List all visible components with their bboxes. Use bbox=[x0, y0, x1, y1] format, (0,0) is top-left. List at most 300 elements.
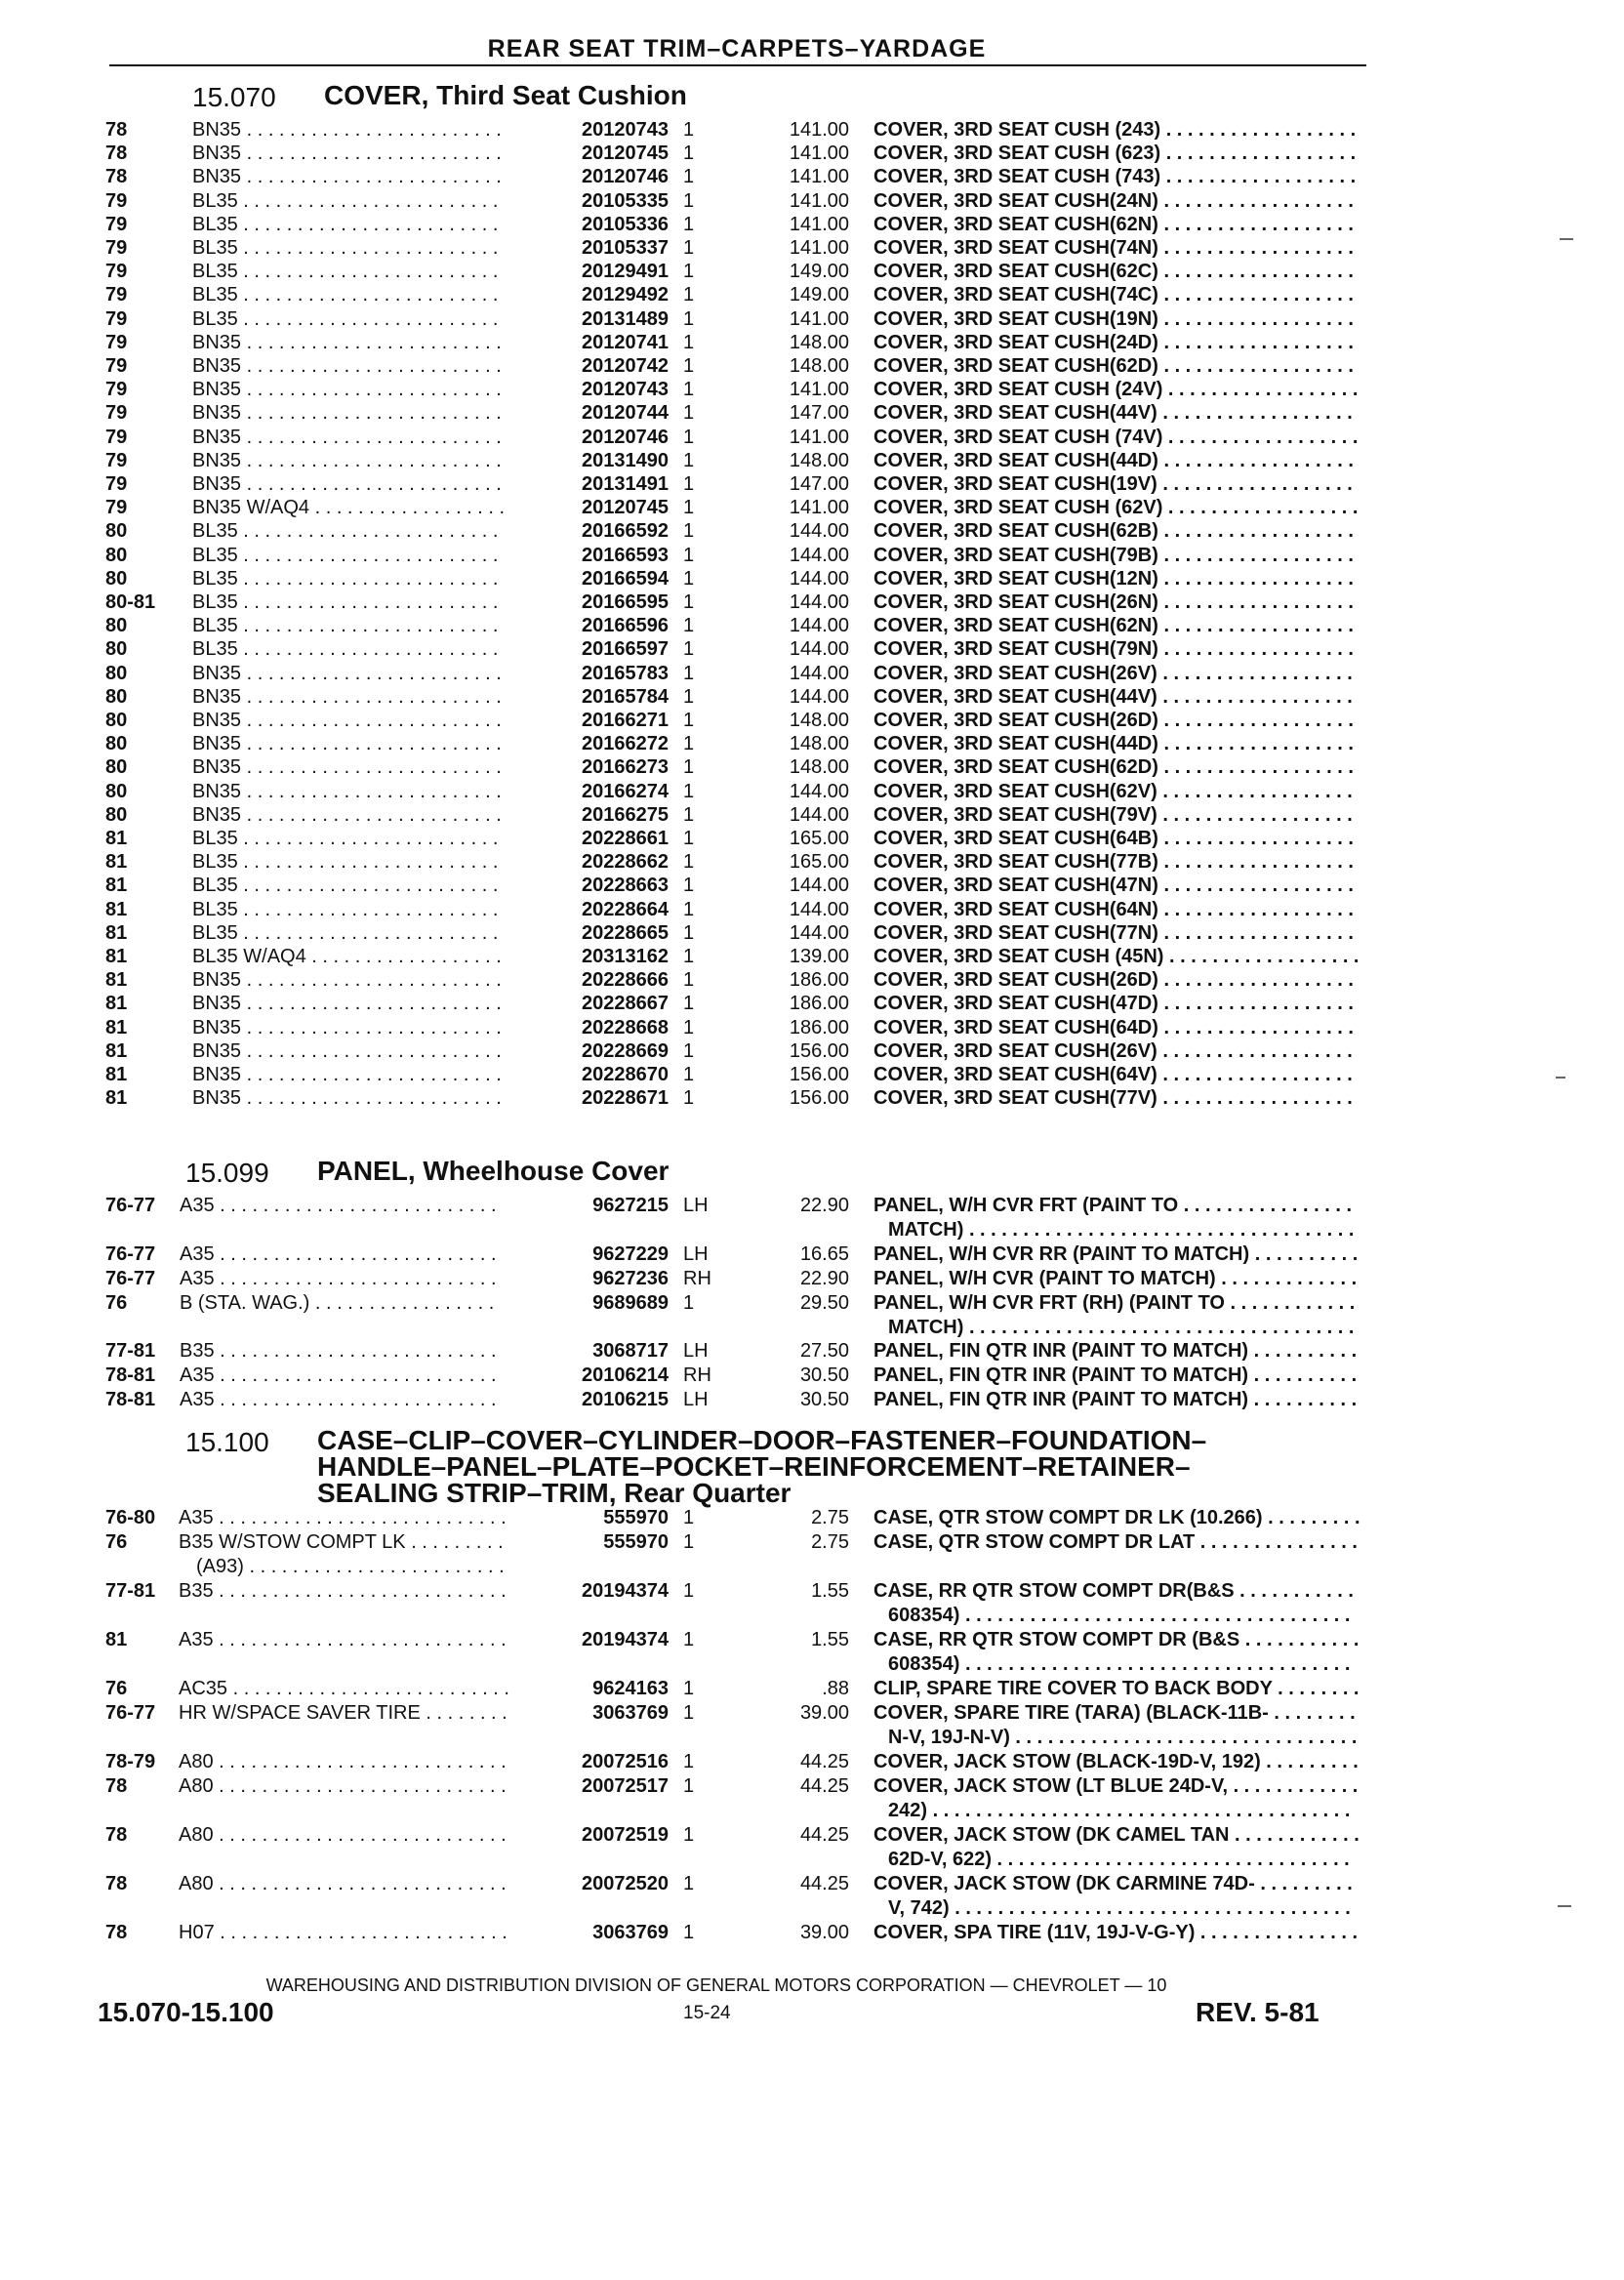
price: 148.00 bbox=[789, 710, 849, 731]
model-year: 81 bbox=[105, 875, 128, 896]
description: PANEL, W/H CVR RR (PAINT TO MATCH) . . . . . . . . . . bbox=[873, 1243, 1359, 1265]
model-code: BL35 . . . . . . . . . . . . . . . . . . . . . . . . bbox=[192, 899, 499, 920]
price: 39.00 bbox=[799, 1922, 849, 1943]
model-code: B35 . . . . . . . . . . . . . . . . . . . . . . . . . . bbox=[180, 1340, 497, 1362]
quantity: 1 bbox=[683, 828, 695, 849]
model-year: 76 bbox=[105, 1292, 128, 1314]
quantity: 1 bbox=[683, 1751, 695, 1772]
section-title-line: PANEL, Wheelhouse Cover bbox=[317, 1156, 670, 1186]
model-code: BL35 . . . . . . . . . . . . . . . . . . . . . . . . bbox=[192, 545, 499, 566]
model-code: A35 . . . . . . . . . . . . . . . . . . . . . . . . . . . bbox=[179, 1629, 507, 1650]
part-number: 20120743 bbox=[582, 119, 669, 141]
model-code: BN35 . . . . . . . . . . . . . . . . . . . . . . . . bbox=[192, 756, 502, 778]
part-number: 20131491 bbox=[582, 473, 669, 495]
model-year: 77-81 bbox=[105, 1580, 156, 1602]
margin-mark bbox=[1558, 1905, 1571, 1907]
description: COVER, 3RD SEAT CUSH(12N) . . . . . . . . . . . . . . . . . . bbox=[873, 568, 1354, 590]
description: COVER, 3RD SEAT CUSH (74V) . . . . . . . . . . . . . . . . . . bbox=[873, 427, 1359, 448]
description: COVER, 3RD SEAT CUSH(26N) . . . . . . . . . . . . . . . . . . bbox=[873, 591, 1354, 613]
part-number: 20105336 bbox=[582, 214, 669, 235]
price: 139.00 bbox=[789, 946, 849, 967]
section-title-line: CASE–CLIP–COVER–CYLINDER–DOOR–FASTENER–FOUNDATION– bbox=[317, 1425, 1207, 1455]
part-number: 20228667 bbox=[582, 993, 669, 1014]
model-code: BL35 . . . . . . . . . . . . . . . . . . . . . . . . bbox=[192, 568, 499, 590]
price: 22.90 bbox=[799, 1195, 849, 1216]
model-code: BN35 . . . . . . . . . . . . . . . . . . . . . . . . bbox=[192, 450, 502, 471]
model-year: 79 bbox=[105, 379, 128, 400]
description: COVER, 3RD SEAT CUSH(19V) . . . . . . . . . . . . . . . . . . bbox=[873, 473, 1353, 495]
description: PANEL, W/H CVR (PAINT TO MATCH) . . . . . . . . . . . . . bbox=[873, 1268, 1358, 1289]
part-number: 3068717 bbox=[592, 1340, 669, 1362]
parts-row bbox=[0, 1292, 1366, 1341]
model-year: 80 bbox=[105, 804, 128, 826]
quantity: 1 bbox=[683, 615, 695, 636]
price: 147.00 bbox=[789, 402, 849, 424]
part-number: 20165784 bbox=[582, 686, 669, 708]
parts-row bbox=[0, 1040, 1366, 1065]
model-code: BN35 . . . . . . . . . . . . . . . . . . . . . . . . bbox=[192, 379, 502, 400]
part-number: 20106214 bbox=[582, 1364, 669, 1386]
description: CASE, RR QTR STOW COMPT DR (B&S . . . . . . . . . . . bbox=[873, 1629, 1360, 1650]
price: 30.50 bbox=[799, 1389, 849, 1410]
parts-row bbox=[0, 946, 1366, 970]
parts-row bbox=[0, 756, 1366, 781]
part-number: 20129492 bbox=[582, 284, 669, 305]
part-number: 20228666 bbox=[582, 969, 669, 991]
quantity: 1 bbox=[683, 1922, 695, 1943]
part-number: 555970 bbox=[603, 1531, 669, 1553]
part-number: 20072520 bbox=[582, 1873, 669, 1894]
quantity: 1 bbox=[683, 1775, 695, 1797]
parts-row bbox=[0, 686, 1366, 711]
model-code: BN35 . . . . . . . . . . . . . . . . . . . . . . . . bbox=[192, 663, 502, 684]
quantity: 1 bbox=[683, 1292, 695, 1314]
section-title bbox=[317, 1427, 1206, 1506]
price: 2.75 bbox=[811, 1507, 849, 1528]
model-code: A35 . . . . . . . . . . . . . . . . . . . . . . . . . . bbox=[180, 1364, 497, 1386]
model-year: 79 bbox=[105, 427, 128, 448]
quantity: 1 bbox=[683, 969, 695, 991]
description: COVER, 3RD SEAT CUSH(62V) . . . . . . . . . . . . . . . . . . bbox=[873, 781, 1353, 802]
price: 27.50 bbox=[799, 1340, 849, 1362]
part-number: 20228665 bbox=[582, 922, 669, 944]
description: COVER, 3RD SEAT CUSH(64D) . . . . . . . . . . . . . . . . . . bbox=[873, 1017, 1354, 1038]
model-year: 81 bbox=[105, 946, 128, 967]
part-number: 9624163 bbox=[592, 1678, 669, 1699]
parts-row bbox=[0, 922, 1366, 947]
price: 144.00 bbox=[789, 922, 849, 944]
section-number: 15.100 bbox=[185, 1427, 269, 1457]
part-number: 20072517 bbox=[582, 1775, 669, 1797]
parts-row bbox=[0, 828, 1366, 852]
model-code: BN35 . . . . . . . . . . . . . . . . . . . . . . . . bbox=[192, 355, 502, 377]
part-number: 555970 bbox=[603, 1507, 669, 1528]
quantity: 1 bbox=[683, 1678, 695, 1699]
part-number: 20129491 bbox=[582, 261, 669, 282]
parts-row bbox=[0, 804, 1366, 829]
description: COVER, 3RD SEAT CUSH(62B) . . . . . . . . . . . . . . . . . . bbox=[873, 520, 1354, 542]
part-number: 20166273 bbox=[582, 756, 669, 778]
model-year: 76-77 bbox=[105, 1268, 156, 1289]
model-code: BN35 . . . . . . . . . . . . . . . . . . . . . . . . bbox=[192, 1087, 502, 1109]
part-number: 20166594 bbox=[582, 568, 669, 590]
price: 165.00 bbox=[789, 828, 849, 849]
parts-row bbox=[0, 1340, 1366, 1364]
description-continued: MATCH) . . . . . . . . . . . . . . . . . . . . . . . . . . . . . . . . . . . . bbox=[888, 1317, 1355, 1338]
model-year: 80 bbox=[105, 615, 128, 636]
description: COVER, 3RD SEAT CUSH(44V) . . . . . . . . . . . . . . . . . . bbox=[873, 402, 1353, 424]
parts-row bbox=[0, 1678, 1366, 1702]
part-number: 20120746 bbox=[582, 166, 669, 187]
parts-row bbox=[0, 427, 1366, 451]
model-year: 80 bbox=[105, 781, 128, 802]
quantity: 1 bbox=[683, 142, 695, 164]
quantity: 1 bbox=[683, 1064, 695, 1085]
parts-row bbox=[0, 710, 1366, 734]
price: 186.00 bbox=[789, 969, 849, 991]
part-number: 20120746 bbox=[582, 427, 669, 448]
part-number: 20120741 bbox=[582, 332, 669, 353]
description: COVER, 3RD SEAT CUSH(44D) . . . . . . . . . . . . . . . . . . bbox=[873, 450, 1354, 471]
parts-row bbox=[0, 402, 1366, 427]
model-code: BN35 . . . . . . . . . . . . . . . . . . . . . . . . bbox=[192, 1064, 502, 1085]
model-year: 81 bbox=[105, 1064, 128, 1085]
model-code: A35 . . . . . . . . . . . . . . . . . . . . . . . . . . bbox=[180, 1243, 497, 1265]
quantity: 1 bbox=[683, 663, 695, 684]
price: 144.00 bbox=[789, 663, 849, 684]
description: COVER, 3RD SEAT CUSH(47D) . . . . . . . . . . . . . . . . . . bbox=[873, 993, 1354, 1014]
model-year: 76-80 bbox=[105, 1507, 156, 1528]
quantity: 1 bbox=[683, 355, 695, 377]
price: 144.00 bbox=[789, 520, 849, 542]
part-number: 9689689 bbox=[592, 1292, 669, 1314]
description: COVER, 3RD SEAT CUSH(64V) . . . . . . . . . . . . . . . . . . bbox=[873, 1064, 1353, 1085]
description-continued: N-V, 19J-N-V) . . . . . . . . . . . . . . . . . . . . . . . . . . . . . . . . bbox=[888, 1727, 1357, 1748]
part-number: 20228671 bbox=[582, 1087, 669, 1109]
description-continued: 62D-V, 622) . . . . . . . . . . . . . . . . . . . . . . . . . . . . . . . . . bbox=[888, 1849, 1350, 1870]
model-year: 81 bbox=[105, 1040, 128, 1062]
model-code: BL35 . . . . . . . . . . . . . . . . . . . . . . . . bbox=[192, 922, 499, 944]
parts-row bbox=[0, 1531, 1366, 1580]
description: PANEL, FIN QTR INR (PAINT TO MATCH) . . . . . . . . . . bbox=[873, 1389, 1358, 1410]
part-number: 20166274 bbox=[582, 781, 669, 802]
part-number: 20120744 bbox=[582, 402, 669, 424]
model-year: 80 bbox=[105, 638, 128, 660]
quantity: 1 bbox=[683, 308, 695, 330]
quantity: 1 bbox=[683, 261, 695, 282]
parts-row bbox=[0, 545, 1366, 569]
model-code: B35 . . . . . . . . . . . . . . . . . . . . . . . . . . . bbox=[179, 1580, 507, 1602]
parts-row bbox=[0, 1775, 1366, 1824]
parts-row bbox=[0, 119, 1366, 143]
description: CASE, QTR STOW COMPT DR LAT . . . . . . . . . . . . . . . bbox=[873, 1531, 1358, 1553]
parts-row bbox=[0, 969, 1366, 994]
description: COVER, JACK STOW (DK CAMEL TAN . . . . . . . . . . . . bbox=[873, 1824, 1360, 1846]
quantity: LH bbox=[683, 1340, 709, 1362]
description: COVER, JACK STOW (LT BLUE 24D-V, . . . . . . . . . . . . bbox=[873, 1775, 1359, 1797]
model-year: 78 bbox=[105, 166, 128, 187]
parts-row bbox=[0, 899, 1366, 923]
description: PANEL, W/H CVR FRT (RH) (PAINT TO . . . . . . . . . . . . bbox=[873, 1292, 1356, 1314]
model-year: 78-79 bbox=[105, 1751, 156, 1772]
model-code: A35 . . . . . . . . . . . . . . . . . . . . . . . . . . bbox=[180, 1268, 497, 1289]
price: 141.00 bbox=[789, 214, 849, 235]
quantity: 1 bbox=[683, 993, 695, 1014]
quantity: 1 bbox=[683, 332, 695, 353]
quantity: 1 bbox=[683, 545, 695, 566]
quantity: 1 bbox=[683, 710, 695, 731]
quantity: 1 bbox=[683, 497, 695, 518]
parts-row bbox=[0, 781, 1366, 805]
price: .88 bbox=[822, 1678, 849, 1699]
part-number: 20105337 bbox=[582, 237, 669, 259]
model-year: 79 bbox=[105, 497, 128, 518]
model-year: 81 bbox=[105, 1629, 128, 1650]
quantity: 1 bbox=[683, 190, 695, 212]
description: COVER, 3RD SEAT CUSH(79V) . . . . . . . . . . . . . . . . . . bbox=[873, 804, 1353, 826]
model-year: 78 bbox=[105, 119, 128, 141]
section-title bbox=[317, 1158, 669, 1184]
description: COVER, 3RD SEAT CUSH(24D) . . . . . . . . . . . . . . . . . . bbox=[873, 332, 1354, 353]
description: COVER, 3RD SEAT CUSH(19N) . . . . . . . . . . . . . . . . . . bbox=[873, 308, 1354, 330]
model-year: 80 bbox=[105, 733, 128, 754]
quantity: RH bbox=[683, 1364, 711, 1386]
quantity: LH bbox=[683, 1195, 709, 1216]
model-year: 81 bbox=[105, 969, 128, 991]
parts-row bbox=[0, 733, 1366, 757]
quantity: 1 bbox=[683, 284, 695, 305]
part-number: 20194374 bbox=[582, 1629, 669, 1650]
model-year: 80-81 bbox=[105, 591, 156, 613]
description: COVER, 3RD SEAT CUSH(64N) . . . . . . . . . . . . . . . . . . bbox=[873, 899, 1354, 920]
part-number: 20166271 bbox=[582, 710, 669, 731]
parts-row bbox=[0, 473, 1366, 498]
description: COVER, 3RD SEAT CUSH(26D) . . . . . . . . . . . . . . . . . . bbox=[873, 969, 1354, 991]
price: 16.65 bbox=[799, 1243, 849, 1265]
price: 44.25 bbox=[799, 1751, 849, 1772]
model-code: BL35 . . . . . . . . . . . . . . . . . . . . . . . . bbox=[192, 261, 499, 282]
description: COVER, 3RD SEAT CUSH(74N) . . . . . . . . . . . . . . . . . . bbox=[873, 237, 1354, 259]
model-code: BN35 . . . . . . . . . . . . . . . . . . . . . . . . bbox=[192, 427, 502, 448]
part-number: 20106215 bbox=[582, 1389, 669, 1410]
description: COVER, 3RD SEAT CUSH(44D) . . . . . . . . . . . . . . . . . . bbox=[873, 733, 1354, 754]
part-number: 20166593 bbox=[582, 545, 669, 566]
model-code: A80 . . . . . . . . . . . . . . . . . . . . . . . . . . . bbox=[179, 1873, 507, 1894]
model-code: A80 . . . . . . . . . . . . . . . . . . . . . . . . . . . bbox=[179, 1775, 507, 1797]
section-number: 15.070 bbox=[192, 82, 276, 112]
model-year: 78 bbox=[105, 1824, 128, 1846]
part-number: 20166596 bbox=[582, 615, 669, 636]
parts-row bbox=[0, 332, 1366, 356]
part-number: 9627215 bbox=[592, 1195, 669, 1216]
quantity: 1 bbox=[683, 756, 695, 778]
price: 186.00 bbox=[789, 1017, 849, 1038]
quantity: 1 bbox=[683, 568, 695, 590]
description: COVER, 3RD SEAT CUSH(26V) . . . . . . . . . . . . . . . . . . bbox=[873, 1040, 1353, 1062]
margin-mark bbox=[1556, 1077, 1565, 1079]
model-code: BL35 W/AQ4 . . . . . . . . . . . . . . . . . . bbox=[192, 946, 502, 967]
model-year: 80 bbox=[105, 756, 128, 778]
price: 148.00 bbox=[789, 733, 849, 754]
description: COVER, SPARE TIRE (TARA) (BLACK-11B- . . . . . . . . bbox=[873, 1702, 1356, 1724]
quantity: 1 bbox=[683, 1873, 695, 1894]
price: 144.00 bbox=[789, 568, 849, 590]
part-number: 20166595 bbox=[582, 591, 669, 613]
footer-page-number: 15-24 bbox=[683, 2003, 731, 2023]
footer-revision: REV. 5-81 bbox=[1196, 1997, 1320, 2027]
model-year: 76 bbox=[105, 1531, 128, 1553]
price: 144.00 bbox=[789, 875, 849, 896]
price: 1.55 bbox=[811, 1629, 849, 1650]
model-code: BN35 . . . . . . . . . . . . . . . . . . . . . . . . bbox=[192, 402, 502, 424]
model-year: 79 bbox=[105, 332, 128, 353]
parts-row bbox=[0, 379, 1366, 403]
description: COVER, 3RD SEAT CUSH(24N) . . . . . . . . . . . . . . . . . . bbox=[873, 190, 1354, 212]
parts-row bbox=[0, 1243, 1366, 1268]
model-year: 80 bbox=[105, 520, 128, 542]
model-year: 76-77 bbox=[105, 1243, 156, 1265]
part-number: 20228668 bbox=[582, 1017, 669, 1038]
price: 144.00 bbox=[789, 804, 849, 826]
description: COVER, 3RD SEAT CUSH (623) . . . . . . . . . . . . . . . . . . bbox=[873, 142, 1357, 164]
price: 44.25 bbox=[799, 1824, 849, 1846]
model-code: BN35 . . . . . . . . . . . . . . . . . . . . . . . . bbox=[192, 969, 502, 991]
model-year: 79 bbox=[105, 402, 128, 424]
model-year: 77-81 bbox=[105, 1340, 156, 1362]
price: 2.75 bbox=[811, 1531, 849, 1553]
description: COVER, JACK STOW (DK CARMINE 74D- . . . . . . . . . bbox=[873, 1873, 1353, 1894]
parts-row bbox=[0, 142, 1366, 167]
page-title: REAR SEAT TRIM–CARPETS–YARDAGE bbox=[487, 35, 987, 62]
price: 148.00 bbox=[789, 355, 849, 377]
model-year: 79 bbox=[105, 450, 128, 471]
parts-row bbox=[0, 993, 1366, 1017]
price: 165.00 bbox=[789, 851, 849, 873]
price: 149.00 bbox=[789, 261, 849, 282]
model-code: A35 . . . . . . . . . . . . . . . . . . . . . . . . . . bbox=[180, 1195, 497, 1216]
description: COVER, 3RD SEAT CUSH(77N) . . . . . . . . . . . . . . . . . . bbox=[873, 922, 1354, 944]
part-number: 20120745 bbox=[582, 497, 669, 518]
price: 141.00 bbox=[789, 237, 849, 259]
quantity: 1 bbox=[683, 1702, 695, 1724]
quantity: 1 bbox=[683, 1507, 695, 1528]
model-year: 81 bbox=[105, 899, 128, 920]
part-number: 20072519 bbox=[582, 1824, 669, 1846]
model-year: 79 bbox=[105, 214, 128, 235]
price: 144.00 bbox=[789, 545, 849, 566]
section-number: 15.099 bbox=[185, 1158, 269, 1188]
quantity: 1 bbox=[683, 1824, 695, 1846]
description: COVER, 3RD SEAT CUSH (62V) . . . . . . . . . . . . . . . . . . bbox=[873, 497, 1359, 518]
model-year: 78-81 bbox=[105, 1364, 156, 1386]
description: CASE, RR QTR STOW COMPT DR(B&S . . . . . . . . . . . bbox=[873, 1580, 1354, 1602]
quantity: 1 bbox=[683, 1040, 695, 1062]
description-continued: 242) . . . . . . . . . . . . . . . . . . . . . . . . . . . . . . . . . . . . . . . bbox=[888, 1800, 1351, 1821]
quantity: 1 bbox=[683, 214, 695, 235]
part-number: 20120745 bbox=[582, 142, 669, 164]
description: COVER, 3RD SEAT CUSH(77V) . . . . . . . . . . . . . . . . . . bbox=[873, 1087, 1353, 1109]
model-code: BN35 . . . . . . . . . . . . . . . . . . . . . . . . bbox=[192, 332, 502, 353]
margin-mark bbox=[1560, 238, 1573, 240]
model-year: 80 bbox=[105, 663, 128, 684]
model-code: B35 W/STOW COMPT LK . . . . . . . . . bbox=[179, 1531, 504, 1553]
description: COVER, 3RD SEAT CUSH(47N) . . . . . . . . . . . . . . . . . . bbox=[873, 875, 1354, 896]
parts-row bbox=[0, 214, 1366, 238]
quantity: 1 bbox=[683, 922, 695, 944]
quantity: 1 bbox=[683, 1629, 695, 1650]
section-header bbox=[185, 1427, 1366, 1514]
part-number: 20166275 bbox=[582, 804, 669, 826]
parts-row bbox=[0, 591, 1366, 616]
part-number: 20228662 bbox=[582, 851, 669, 873]
model-code: BN35 . . . . . . . . . . . . . . . . . . . . . . . . bbox=[192, 804, 502, 826]
model-code: A80 . . . . . . . . . . . . . . . . . . . . . . . . . . . bbox=[179, 1751, 507, 1772]
model-code: BL35 . . . . . . . . . . . . . . . . . . . . . . . . bbox=[192, 638, 499, 660]
price: 141.00 bbox=[789, 379, 849, 400]
model-code: BL35 . . . . . . . . . . . . . . . . . . . . . . . . bbox=[192, 214, 499, 235]
model-code: BN35 . . . . . . . . . . . . . . . . . . . . . . . . bbox=[192, 142, 502, 164]
model-code: BN35 W/AQ4 . . . . . . . . . . . . . . . . . . bbox=[192, 497, 505, 518]
parts-row bbox=[0, 450, 1366, 474]
model-code: BL35 . . . . . . . . . . . . . . . . . . . . . . . . bbox=[192, 851, 499, 873]
description: COVER, 3RD SEAT CUSH(44V) . . . . . . . . . . . . . . . . . . bbox=[873, 686, 1353, 708]
model-code: HR W/SPACE SAVER TIRE . . . . . . . . bbox=[179, 1702, 508, 1724]
quantity: RH bbox=[683, 1268, 711, 1289]
model-year: 78-81 bbox=[105, 1389, 156, 1410]
parts-row bbox=[0, 190, 1366, 215]
price: 39.00 bbox=[799, 1702, 849, 1724]
model-code: BN35 . . . . . . . . . . . . . . . . . . . . . . . . bbox=[192, 733, 502, 754]
quantity: 1 bbox=[683, 686, 695, 708]
model-code: BN35 . . . . . . . . . . . . . . . . . . . . . . . . bbox=[192, 993, 502, 1014]
description: COVER, 3RD SEAT CUSH(74C) . . . . . . . . . . . . . . . . . . bbox=[873, 284, 1354, 305]
quantity: 1 bbox=[683, 638, 695, 660]
description: COVER, 3RD SEAT CUSH(77B) . . . . . . . . . . . . . . . . . . bbox=[873, 851, 1354, 873]
model-code: BL35 . . . . . . . . . . . . . . . . . . . . . . . . bbox=[192, 828, 499, 849]
price: 144.00 bbox=[789, 638, 849, 660]
model-year: 79 bbox=[105, 355, 128, 377]
part-number: 3063769 bbox=[592, 1702, 669, 1724]
model-year: 81 bbox=[105, 851, 128, 873]
model-year: 81 bbox=[105, 828, 128, 849]
model-year: 80 bbox=[105, 545, 128, 566]
parts-row bbox=[0, 1824, 1366, 1873]
footer-section-range: 15.070-15.100 bbox=[98, 1997, 274, 2027]
model-year: 76-77 bbox=[105, 1702, 156, 1724]
model-code: A35 . . . . . . . . . . . . . . . . . . . . . . . . . . . bbox=[179, 1507, 507, 1528]
price: 141.00 bbox=[789, 497, 849, 518]
parts-row bbox=[0, 1087, 1366, 1112]
model-code: BL35 . . . . . . . . . . . . . . . . . . . . . . . . bbox=[192, 615, 499, 636]
description: COVER, 3RD SEAT CUSH (24V) . . . . . . . . . . . . . . . . . . bbox=[873, 379, 1359, 400]
price: 29.50 bbox=[799, 1292, 849, 1314]
quantity: 1 bbox=[683, 379, 695, 400]
parts-row bbox=[0, 1507, 1366, 1531]
parts-row bbox=[0, 166, 1366, 190]
parts-row bbox=[0, 237, 1366, 262]
part-number: 3063769 bbox=[592, 1922, 669, 1943]
price: 147.00 bbox=[789, 473, 849, 495]
parts-row bbox=[0, 638, 1366, 663]
part-number: 20313162 bbox=[582, 946, 669, 967]
model-code: BL35 . . . . . . . . . . . . . . . . . . . . . . . . bbox=[192, 237, 499, 259]
parts-row bbox=[0, 851, 1366, 875]
description: COVER, 3RD SEAT CUSH(64B) . . . . . . . . . . . . . . . . . . bbox=[873, 828, 1354, 849]
description-continued: 608354) . . . . . . . . . . . . . . . . . . . . . . . . . . . . . . . . . . . . bbox=[888, 1605, 1351, 1626]
parts-row bbox=[0, 568, 1366, 592]
price: 156.00 bbox=[789, 1064, 849, 1085]
model-year: 79 bbox=[105, 308, 128, 330]
